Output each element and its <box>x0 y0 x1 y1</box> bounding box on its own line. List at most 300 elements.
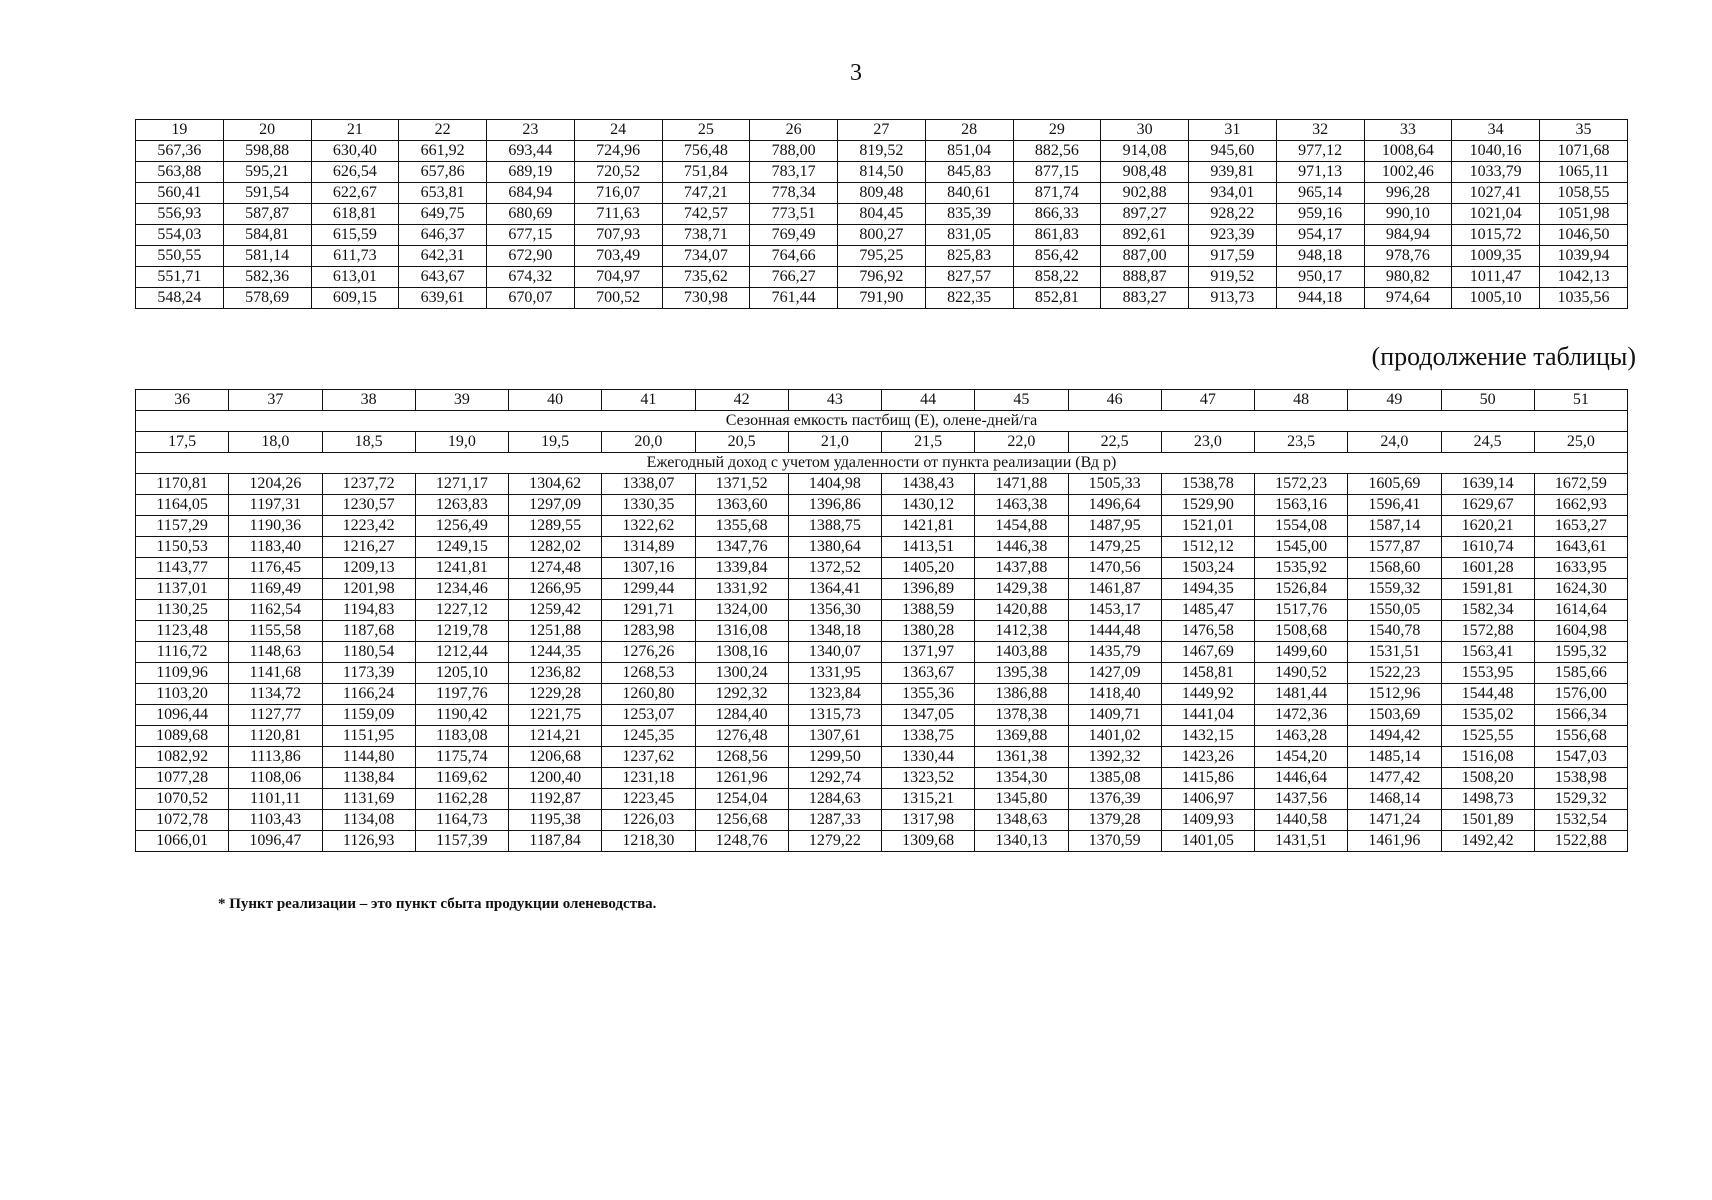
table-cell: 1364,41 <box>788 579 881 600</box>
table-cell: 1378,38 <box>975 705 1068 726</box>
table-cell: 1011,47 <box>1452 267 1540 288</box>
table-cell: 1492,42 <box>1441 831 1534 852</box>
table-cell: 1620,21 <box>1441 516 1534 537</box>
table-cell: 1413,51 <box>882 537 975 558</box>
table-cell: 1287,33 <box>788 810 881 831</box>
table-cell: 1406,97 <box>1161 789 1254 810</box>
table-cell: 1263,83 <box>415 495 508 516</box>
table-cell: 1071,68 <box>1540 141 1628 162</box>
table-cell: 1479,25 <box>1068 537 1161 558</box>
table-cell: 1175,74 <box>415 747 508 768</box>
table-row <box>136 579 1628 600</box>
table-cell: 1082,92 <box>136 747 229 768</box>
table-cell: 1282,02 <box>509 537 602 558</box>
table-cell: 1512,12 <box>1161 537 1254 558</box>
table-cell: 1339,84 <box>695 558 788 579</box>
table-row <box>136 726 1628 747</box>
table-cell: 1157,29 <box>136 516 229 537</box>
table-cell: 1531,51 <box>1348 642 1441 663</box>
table-cell: 1166,24 <box>322 684 415 705</box>
table-cell: 680,69 <box>487 204 575 225</box>
table-cell: 1472,36 <box>1255 705 1348 726</box>
table-cell: 1015,72 <box>1452 225 1540 246</box>
table-cell: 845,83 <box>925 162 1013 183</box>
table-cell: 1218,30 <box>602 831 695 852</box>
table-cell: 1395,38 <box>975 663 1068 684</box>
table-cell: 1396,89 <box>882 579 975 600</box>
table-cell: 1388,75 <box>788 516 881 537</box>
table-cell: 1268,53 <box>602 663 695 684</box>
table-cell: 1134,08 <box>322 810 415 831</box>
table-cell: 1516,08 <box>1441 747 1534 768</box>
table-cell: 35 <box>1540 120 1628 141</box>
table-cell: 1340,13 <box>975 831 1068 852</box>
table-cell: 27 <box>838 120 926 141</box>
table-cell: 24 <box>574 120 662 141</box>
table-cell: 877,15 <box>1013 162 1101 183</box>
table-cell: 1322,62 <box>602 516 695 537</box>
table-cell: 1183,40 <box>229 537 322 558</box>
table-cell: 1331,95 <box>788 663 881 684</box>
table-cell: 1415,86 <box>1161 768 1254 789</box>
table-cell: 598,88 <box>223 141 311 162</box>
table-cell: 554,03 <box>136 225 224 246</box>
table-cell: 1214,21 <box>509 726 602 747</box>
table-cell: 1223,45 <box>602 789 695 810</box>
table-cell: 1194,83 <box>322 600 415 621</box>
table-cell: 41 <box>602 390 695 411</box>
table-cell: 1554,08 <box>1255 516 1348 537</box>
table-cell: 1582,34 <box>1441 600 1534 621</box>
income-label-row <box>136 453 1628 474</box>
table-cell: 1108,06 <box>229 768 322 789</box>
table-cell: 1173,39 <box>322 663 415 684</box>
table-cell: 1501,89 <box>1441 810 1534 831</box>
table-cell: 1363,60 <box>695 495 788 516</box>
footnote: * Пункт реализации – это пункт сбыта продукции оленеводства. <box>218 896 657 912</box>
table-cell: 1453,17 <box>1068 600 1161 621</box>
table-cell: 1103,43 <box>229 810 322 831</box>
table-cell: 861,83 <box>1013 225 1101 246</box>
table-cell: 1461,96 <box>1348 831 1441 852</box>
table-cell: 1271,17 <box>415 474 508 495</box>
table-cell: 1212,44 <box>415 642 508 663</box>
income-label-row-cell: Ежегодный доход с учетом удаленности от пункта реализации (Вд р) <box>136 453 1628 474</box>
table-cell: 611,73 <box>311 246 399 267</box>
table-cell: 1498,73 <box>1441 789 1534 810</box>
table-cell: 902,88 <box>1101 183 1189 204</box>
table-cell: 1289,55 <box>509 516 602 537</box>
table-cell: 795,25 <box>838 246 926 267</box>
table-cell: 1639,14 <box>1441 474 1534 495</box>
table-cell: 1596,41 <box>1348 495 1441 516</box>
table-cell: 1249,15 <box>415 537 508 558</box>
capacity-values-row <box>136 432 1628 453</box>
table-cell: 1525,55 <box>1441 726 1534 747</box>
table-cell: 1008,64 <box>1364 141 1452 162</box>
table-cell: 1553,95 <box>1441 663 1534 684</box>
table-cell: 1040,16 <box>1452 141 1540 162</box>
table-cell: 1412,38 <box>975 621 1068 642</box>
table-cell: 1143,77 <box>136 558 229 579</box>
table-cell: 642,31 <box>399 246 487 267</box>
table-cell: 1323,84 <box>788 684 881 705</box>
table-cell: 657,86 <box>399 162 487 183</box>
table-cell: 1388,59 <box>882 600 975 621</box>
table-cell: 1487,95 <box>1068 516 1161 537</box>
table-cell: 1435,79 <box>1068 642 1161 663</box>
table-cell: 49 <box>1348 390 1441 411</box>
table-cell: 1547,03 <box>1534 747 1627 768</box>
table-cell: 804,45 <box>838 204 926 225</box>
income-table-part1 <box>135 119 1628 309</box>
table-row <box>136 537 1628 558</box>
table-cell: 1151,95 <box>322 726 415 747</box>
table-cell: 1566,34 <box>1534 705 1627 726</box>
table-cell: 693,44 <box>487 141 575 162</box>
table-cell: 948,18 <box>1276 246 1364 267</box>
table-cell: 587,87 <box>223 204 311 225</box>
table-cell: 1461,87 <box>1068 579 1161 600</box>
table-cell: 761,44 <box>750 288 838 309</box>
table-cell: 814,50 <box>838 162 926 183</box>
table-header-row <box>136 390 1628 411</box>
table-cell: 40 <box>509 390 602 411</box>
table-cell: 1662,93 <box>1534 495 1627 516</box>
table-cell: 1485,14 <box>1348 747 1441 768</box>
table-cell: 1164,73 <box>415 810 508 831</box>
table-row <box>136 810 1628 831</box>
table-cell: 19 <box>136 120 224 141</box>
table-cell: 1323,52 <box>882 768 975 789</box>
table-cell: 1221,75 <box>509 705 602 726</box>
table-cell: 1405,20 <box>882 558 975 579</box>
table-row <box>136 288 1628 309</box>
table-cell: 1002,46 <box>1364 162 1452 183</box>
table-cell: 670,07 <box>487 288 575 309</box>
table-cell: 996,28 <box>1364 183 1452 204</box>
table-cell: 734,07 <box>662 246 750 267</box>
table-cell: 20 <box>223 120 311 141</box>
table-cell: 944,18 <box>1276 288 1364 309</box>
table-cell: 1234,46 <box>415 579 508 600</box>
table-cell: 1440,58 <box>1255 810 1348 831</box>
table-cell: 1035,56 <box>1540 288 1628 309</box>
table-cell: 1292,74 <box>788 768 881 789</box>
table-cell: 1164,05 <box>136 495 229 516</box>
table-cell: 1259,42 <box>509 600 602 621</box>
table-cell: 677,15 <box>487 225 575 246</box>
table-cell: 1157,39 <box>415 831 508 852</box>
table-cell: 1261,96 <box>695 768 788 789</box>
table-cell: 1508,68 <box>1255 621 1348 642</box>
table-cell: 653,81 <box>399 183 487 204</box>
table-cell: 19,5 <box>509 432 602 453</box>
table-cell: 38 <box>322 390 415 411</box>
table-cell: 584,81 <box>223 225 311 246</box>
table-cell: 31 <box>1189 120 1277 141</box>
table-row <box>136 663 1628 684</box>
table-cell: 954,17 <box>1276 225 1364 246</box>
table-cell: 1568,60 <box>1348 558 1441 579</box>
table-cell: 1490,52 <box>1255 663 1348 684</box>
table-cell: 1058,55 <box>1540 183 1628 204</box>
table-cell: 950,17 <box>1276 267 1364 288</box>
table-cell: 44 <box>882 390 975 411</box>
table-cell: 1127,77 <box>229 705 322 726</box>
table-cell: 1633,95 <box>1534 558 1627 579</box>
table-cell: 1284,63 <box>788 789 881 810</box>
table-cell: 1423,26 <box>1161 747 1254 768</box>
table-cell: 1572,23 <box>1255 474 1348 495</box>
table-cell: 595,21 <box>223 162 311 183</box>
table-cell: 1201,98 <box>322 579 415 600</box>
table-cell: 1144,80 <box>322 747 415 768</box>
table-cell: 1284,40 <box>695 705 788 726</box>
table-cell: 934,01 <box>1189 183 1277 204</box>
table-cell: 747,21 <box>662 183 750 204</box>
capacity-label-row-cell: Сезонная емкость пастбищ (Е), олене-дней/га <box>136 411 1628 432</box>
table-cell: 1572,88 <box>1441 621 1534 642</box>
table-cell: 1331,92 <box>695 579 788 600</box>
table-cell: 1348,63 <box>975 810 1068 831</box>
table-row <box>136 684 1628 705</box>
table-cell: 858,22 <box>1013 267 1101 288</box>
table-cell: 578,69 <box>223 288 311 309</box>
table-cell: 1229,28 <box>509 684 602 705</box>
table-cell: 1403,88 <box>975 642 1068 663</box>
table-cell: 913,73 <box>1189 288 1277 309</box>
table-cell: 1380,64 <box>788 537 881 558</box>
table-cell: 939,81 <box>1189 162 1277 183</box>
table-cell: 716,07 <box>574 183 662 204</box>
table-cell: 1463,28 <box>1255 726 1348 747</box>
table-cell: 1268,56 <box>695 747 788 768</box>
table-cell: 827,57 <box>925 267 1013 288</box>
table-cell: 646,37 <box>399 225 487 246</box>
table-cell: 1195,38 <box>509 810 602 831</box>
table-cell: 1109,96 <box>136 663 229 684</box>
table-cell: 1241,81 <box>415 558 508 579</box>
table-cell: 1216,27 <box>322 537 415 558</box>
table-cell: 550,55 <box>136 246 224 267</box>
table-cell: 1494,35 <box>1161 579 1254 600</box>
table-cell: 1021,04 <box>1452 204 1540 225</box>
table-cell: 1187,68 <box>322 621 415 642</box>
table-cell: 28 <box>925 120 1013 141</box>
table-cell: 1005,10 <box>1452 288 1540 309</box>
table-cell: 851,04 <box>925 141 1013 162</box>
table-cell: 1283,98 <box>602 621 695 642</box>
table-cell: 809,48 <box>838 183 926 204</box>
table-cell: 856,42 <box>1013 246 1101 267</box>
table-cell: 1563,16 <box>1255 495 1348 516</box>
table-cell: 1672,59 <box>1534 474 1627 495</box>
table-cell: 23 <box>487 120 575 141</box>
table-cell: 1437,88 <box>975 558 1068 579</box>
table-cell: 764,66 <box>750 246 838 267</box>
table-cell: 1556,68 <box>1534 726 1627 747</box>
table-cell: 1454,88 <box>975 516 1068 537</box>
table-cell: 1338,75 <box>882 726 975 747</box>
table-cell: 1148,63 <box>229 642 322 663</box>
table-cell: 1361,38 <box>975 747 1068 768</box>
table-cell: 1559,32 <box>1348 579 1441 600</box>
table-cell: 1444,48 <box>1068 621 1161 642</box>
table-cell: 32 <box>1276 120 1364 141</box>
table-cell: 1563,41 <box>1441 642 1534 663</box>
table-cell: 21,5 <box>882 432 975 453</box>
table-cell: 1116,72 <box>136 642 229 663</box>
table-cell: 1522,23 <box>1348 663 1441 684</box>
table-cell: 914,08 <box>1101 141 1189 162</box>
table-cell: 618,81 <box>311 204 399 225</box>
table-cell: 1279,22 <box>788 831 881 852</box>
table-cell: 23,5 <box>1255 432 1348 453</box>
table-cell: 852,81 <box>1013 288 1101 309</box>
table-cell: 556,93 <box>136 204 224 225</box>
table-cell: 609,15 <box>311 288 399 309</box>
table-cell: 1317,98 <box>882 810 975 831</box>
table-cell: 1481,44 <box>1255 684 1348 705</box>
table-cell: 1441,04 <box>1161 705 1254 726</box>
table-cell: 751,84 <box>662 162 750 183</box>
table-cell: 1200,40 <box>509 768 602 789</box>
table-cell: 1137,01 <box>136 579 229 600</box>
table-cell: 582,36 <box>223 267 311 288</box>
table-cell: 1315,73 <box>788 705 881 726</box>
table-cell: 1251,88 <box>509 621 602 642</box>
table-cell: 1380,28 <box>882 621 975 642</box>
table-cell: 1299,50 <box>788 747 881 768</box>
table-cell: 730,98 <box>662 288 750 309</box>
table-cell: 1538,78 <box>1161 474 1254 495</box>
table-cell: 783,17 <box>750 162 838 183</box>
table-cell: 1205,10 <box>415 663 508 684</box>
table-cell: 1120,81 <box>229 726 322 747</box>
table-cell: 1545,00 <box>1255 537 1348 558</box>
table-cell: 1371,52 <box>695 474 788 495</box>
table-cell: 1517,76 <box>1255 600 1348 621</box>
table-cell: 24,0 <box>1348 432 1441 453</box>
table-cell: 1338,07 <box>602 474 695 495</box>
table-cell: 1042,13 <box>1540 267 1628 288</box>
table-cell: 563,88 <box>136 162 224 183</box>
table-cell: 1467,69 <box>1161 642 1254 663</box>
table-cell: 1454,20 <box>1255 747 1348 768</box>
table-cell: 1330,35 <box>602 495 695 516</box>
table-cell: 990,10 <box>1364 204 1452 225</box>
table-cell: 1550,05 <box>1348 600 1441 621</box>
table-cell: 1605,69 <box>1348 474 1441 495</box>
table-cell: 47 <box>1161 390 1254 411</box>
table-row <box>136 267 1628 288</box>
table-cell: 1544,48 <box>1441 684 1534 705</box>
table-cell: 1468,14 <box>1348 789 1441 810</box>
table-cell: 622,67 <box>311 183 399 204</box>
table-cell: 21 <box>311 120 399 141</box>
table-cell: 1538,98 <box>1534 768 1627 789</box>
table-cell: 866,33 <box>1013 204 1101 225</box>
table-cell: 1315,21 <box>882 789 975 810</box>
table-cell: 1540,78 <box>1348 621 1441 642</box>
table-row <box>136 474 1628 495</box>
table-cell: 1376,39 <box>1068 789 1161 810</box>
table-cell: 928,22 <box>1189 204 1277 225</box>
table-cell: 1126,93 <box>322 831 415 852</box>
table-cell: 551,71 <box>136 267 224 288</box>
table-cell: 1309,68 <box>882 831 975 852</box>
table-cell: 1446,38 <box>975 537 1068 558</box>
table-cell: 978,76 <box>1364 246 1452 267</box>
table-cell: 703,49 <box>574 246 662 267</box>
table-cell: 700,52 <box>574 288 662 309</box>
table-row <box>136 516 1628 537</box>
table-cell: 724,96 <box>574 141 662 162</box>
table-cell: 1392,32 <box>1068 747 1161 768</box>
table-cell: 1432,15 <box>1161 726 1254 747</box>
table-cell: 778,34 <box>750 183 838 204</box>
table-cell: 1070,52 <box>136 789 229 810</box>
table-cell: 883,27 <box>1101 288 1189 309</box>
table-cell: 1401,05 <box>1161 831 1254 852</box>
table-row <box>136 162 1628 183</box>
table-cell: 1072,78 <box>136 810 229 831</box>
table-cell: 1254,04 <box>695 789 788 810</box>
table-cell: 1614,64 <box>1534 600 1627 621</box>
table-cell: 1197,76 <box>415 684 508 705</box>
table-cell: 1503,24 <box>1161 558 1254 579</box>
table-cell: 1404,98 <box>788 474 881 495</box>
table-cell: 1141,68 <box>229 663 322 684</box>
table-cell: 1369,88 <box>975 726 1068 747</box>
table-cell: 1601,28 <box>1441 558 1534 579</box>
table-cell: 26 <box>750 120 838 141</box>
table-cell: 1131,69 <box>322 789 415 810</box>
table-cell: 17,5 <box>136 432 229 453</box>
table-cell: 1103,20 <box>136 684 229 705</box>
table-cell: 1476,58 <box>1161 621 1254 642</box>
table-cell: 888,87 <box>1101 267 1189 288</box>
table-cell: 1494,42 <box>1348 726 1441 747</box>
table-cell: 591,54 <box>223 183 311 204</box>
table-cell: 1471,88 <box>975 474 1068 495</box>
table-cell: 1244,35 <box>509 642 602 663</box>
table-cell: 977,12 <box>1276 141 1364 162</box>
table-cell: 1471,24 <box>1348 810 1441 831</box>
table-cell: 1159,09 <box>322 705 415 726</box>
table-cell: 825,83 <box>925 246 1013 267</box>
table-cell: 1535,92 <box>1255 558 1348 579</box>
table-cell: 25,0 <box>1534 432 1627 453</box>
table-cell: 1463,38 <box>975 495 1068 516</box>
table-cell: 1206,68 <box>509 747 602 768</box>
table-cell: 46 <box>1068 390 1161 411</box>
table-cell: 1292,32 <box>695 684 788 705</box>
table-cell: 1522,88 <box>1534 831 1627 852</box>
table-cell: 25 <box>662 120 750 141</box>
table-cell: 1101,11 <box>229 789 322 810</box>
table-cell: 1197,31 <box>229 495 322 516</box>
table-cell: 1183,08 <box>415 726 508 747</box>
table-cell: 30 <box>1101 120 1189 141</box>
table-cell: 20,5 <box>695 432 788 453</box>
table-cell: 1187,84 <box>509 831 602 852</box>
table-cell: 1371,97 <box>882 642 975 663</box>
table-cell: 919,52 <box>1189 267 1277 288</box>
table-cell: 720,52 <box>574 162 662 183</box>
table-cell: 945,60 <box>1189 141 1277 162</box>
